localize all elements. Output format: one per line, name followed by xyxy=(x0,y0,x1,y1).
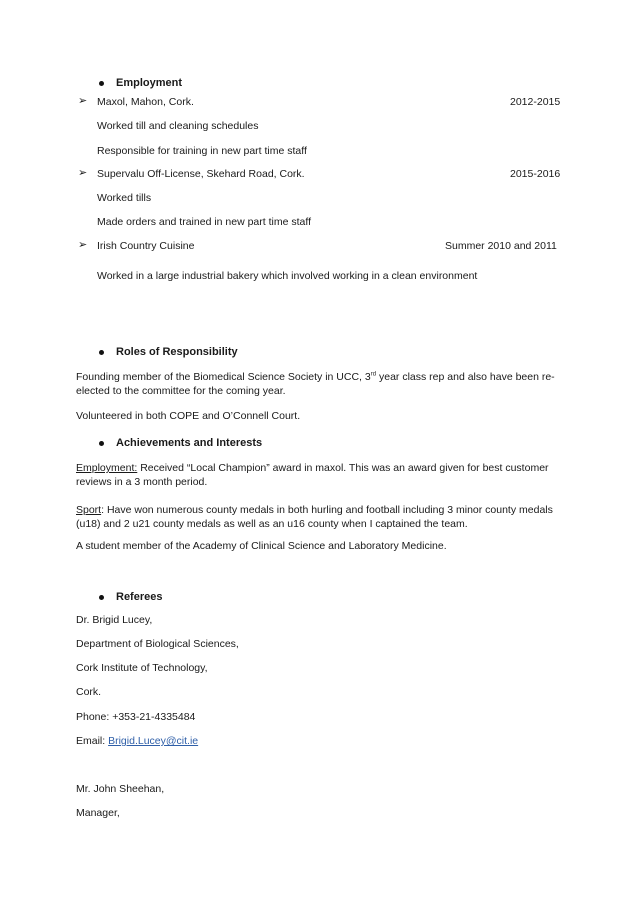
sport-label: Sport xyxy=(76,504,102,516)
job-duty: Responsible for training in new part time staff xyxy=(97,145,307,157)
job-duty: Made orders and trained in new part time staff xyxy=(97,216,312,228)
achievement-sport xyxy=(76,503,566,531)
bullet-icon xyxy=(99,81,104,86)
volunteer-text: Volunteered in both COPE and O’Connell Court. xyxy=(76,410,301,422)
referees-heading: Referees xyxy=(116,591,163,603)
job-dates: 2015-2016 xyxy=(510,168,561,180)
job-dates: Summer 2010 and 2011 xyxy=(445,240,557,252)
referee-institution: Cork Institute of Technology, xyxy=(76,662,208,674)
email-label: Email: xyxy=(76,735,109,747)
achievements-heading: Achievements and Interests xyxy=(116,437,263,449)
email-link[interactable]: Brigid.Lucey@cit.ie xyxy=(108,735,199,747)
referee-name: Mr. John Sheehan, xyxy=(76,783,165,795)
job-employer: Supervalu Off-License, Skehard Road, Cork. xyxy=(97,168,305,180)
sport-text: : Have won numerous county medals in both hurling and football including 3 minor county medals (u18) and 2 u21 county medals as well as an u16 county when I captained the team. xyxy=(76,504,553,530)
referee-department: Department of Biological Sciences, xyxy=(76,638,239,650)
job-employer: Maxol, Mahon, Cork. xyxy=(97,96,194,108)
referee-title: Manager, xyxy=(76,807,120,819)
employment-heading: Employment xyxy=(116,77,183,89)
employment-label: Employment: xyxy=(76,462,138,474)
referee-phone: Phone: +353-21-4335484 xyxy=(76,711,196,723)
academy-text: A student member of the Academy of Clinical Science and Laboratory Medicine. xyxy=(76,540,447,552)
referee-email-row xyxy=(76,735,198,747)
bullet-icon xyxy=(99,350,104,355)
roles-paragraph xyxy=(76,370,566,398)
arrow-bullet-icon: ➢ xyxy=(78,95,88,107)
job-duty: Worked till and cleaning schedules xyxy=(97,120,259,132)
roles-superscript: rd xyxy=(370,371,377,378)
bullet-icon xyxy=(99,595,104,600)
roles-text: year class rep and also have been re-elected to the committee for the coming year. xyxy=(76,371,555,397)
referee-city: Cork. xyxy=(76,686,102,698)
arrow-bullet-icon: ➢ xyxy=(78,239,88,251)
job-employer: Irish Country Cuisine xyxy=(97,240,195,252)
job-duty: Worked tills xyxy=(97,192,152,204)
referee-name: Dr. Brigid Lucey, xyxy=(76,614,153,626)
bullet-icon xyxy=(99,441,104,446)
job-duty: Worked in a large industrial bakery which involved working in a clean environment xyxy=(97,270,478,282)
roles-heading: Roles of Responsibility xyxy=(116,346,238,358)
roles-text: Founding member of the Biomedical Science Society in UCC, 3 xyxy=(76,371,371,383)
job-dates: 2012-2015 xyxy=(510,96,561,108)
employment-award-text: Received “Local Champion” award in maxol. This was an award given for best customer reviews in a 3 month period. xyxy=(76,462,549,488)
achievement-employment xyxy=(76,461,566,489)
arrow-bullet-icon: ➢ xyxy=(78,167,88,179)
